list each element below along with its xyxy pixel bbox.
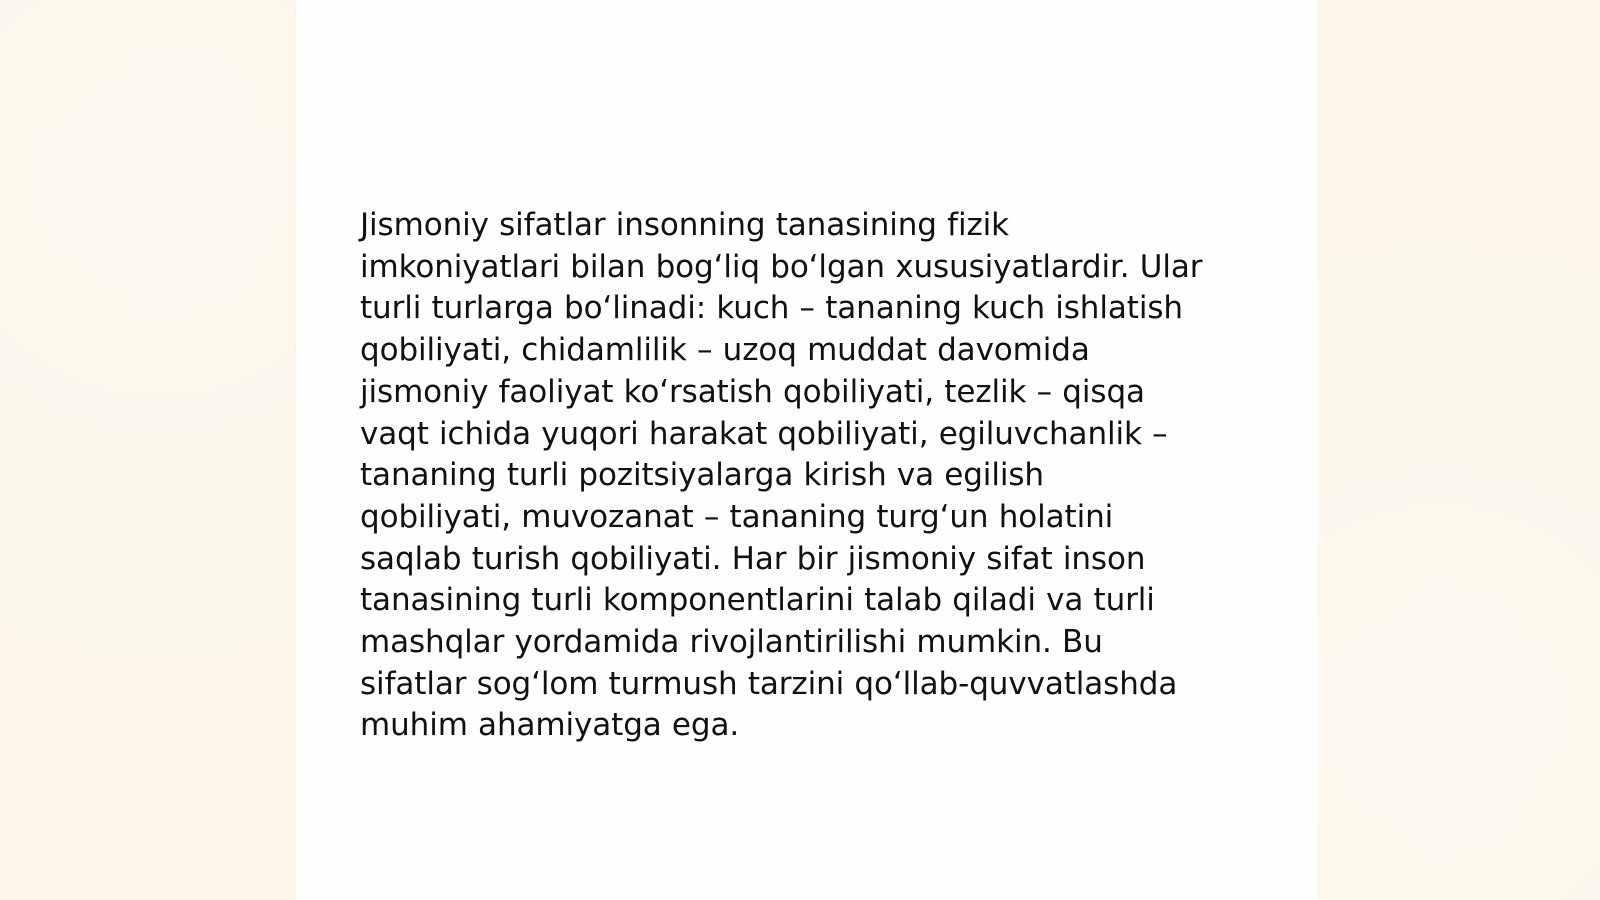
paragraph-line: vaqt ichida yuqori harakat qobiliyati, egiluvchanlik – — [360, 415, 1168, 452]
paragraph-line: jismoniy faoliyat ko‘rsatish qobiliyati, tezlik – qisqa — [360, 373, 1145, 410]
paragraph-line: tananing turli pozitsiyalarga kirish va egilish — [360, 457, 1044, 494]
paragraph-line: Jismoniy sifatlar insonning tanasining fizik — [360, 207, 1009, 243]
paragraph-line: qobiliyati, muvozanat – tananing turg‘un holatini — [360, 498, 1114, 535]
paragraph-line: imkoniyatlari bilan bog‘liq bo‘lgan xususiyatlardir. Ular — [360, 248, 1203, 285]
paragraph-line: tanasining turli komponentlarini talab qiladi va turli — [360, 582, 1155, 619]
paragraph-line: saqlab turish qobiliyati. Har bir jismoniy sifat inson — [360, 540, 1146, 577]
slide-body-text — [360, 205, 1260, 747]
paragraph-line: qobiliyati, chidamlilik – uzoq muddat davomida — [360, 332, 1090, 369]
slide-panel — [296, 0, 1318, 900]
paragraph-line: muhim ahamiyatga ega. — [360, 707, 740, 744]
paragraph-line: turli turlarga bo‘linadi: kuch – tananing kuch ishlatish — [360, 290, 1183, 327]
paragraph-line: sifatlar sog‘lom turmush tarzini qo‘llab-quvvatlashda — [360, 665, 1178, 702]
paragraph-line: mashqlar yordamida rivojlantirilishi mumkin. Bu — [360, 624, 1103, 661]
